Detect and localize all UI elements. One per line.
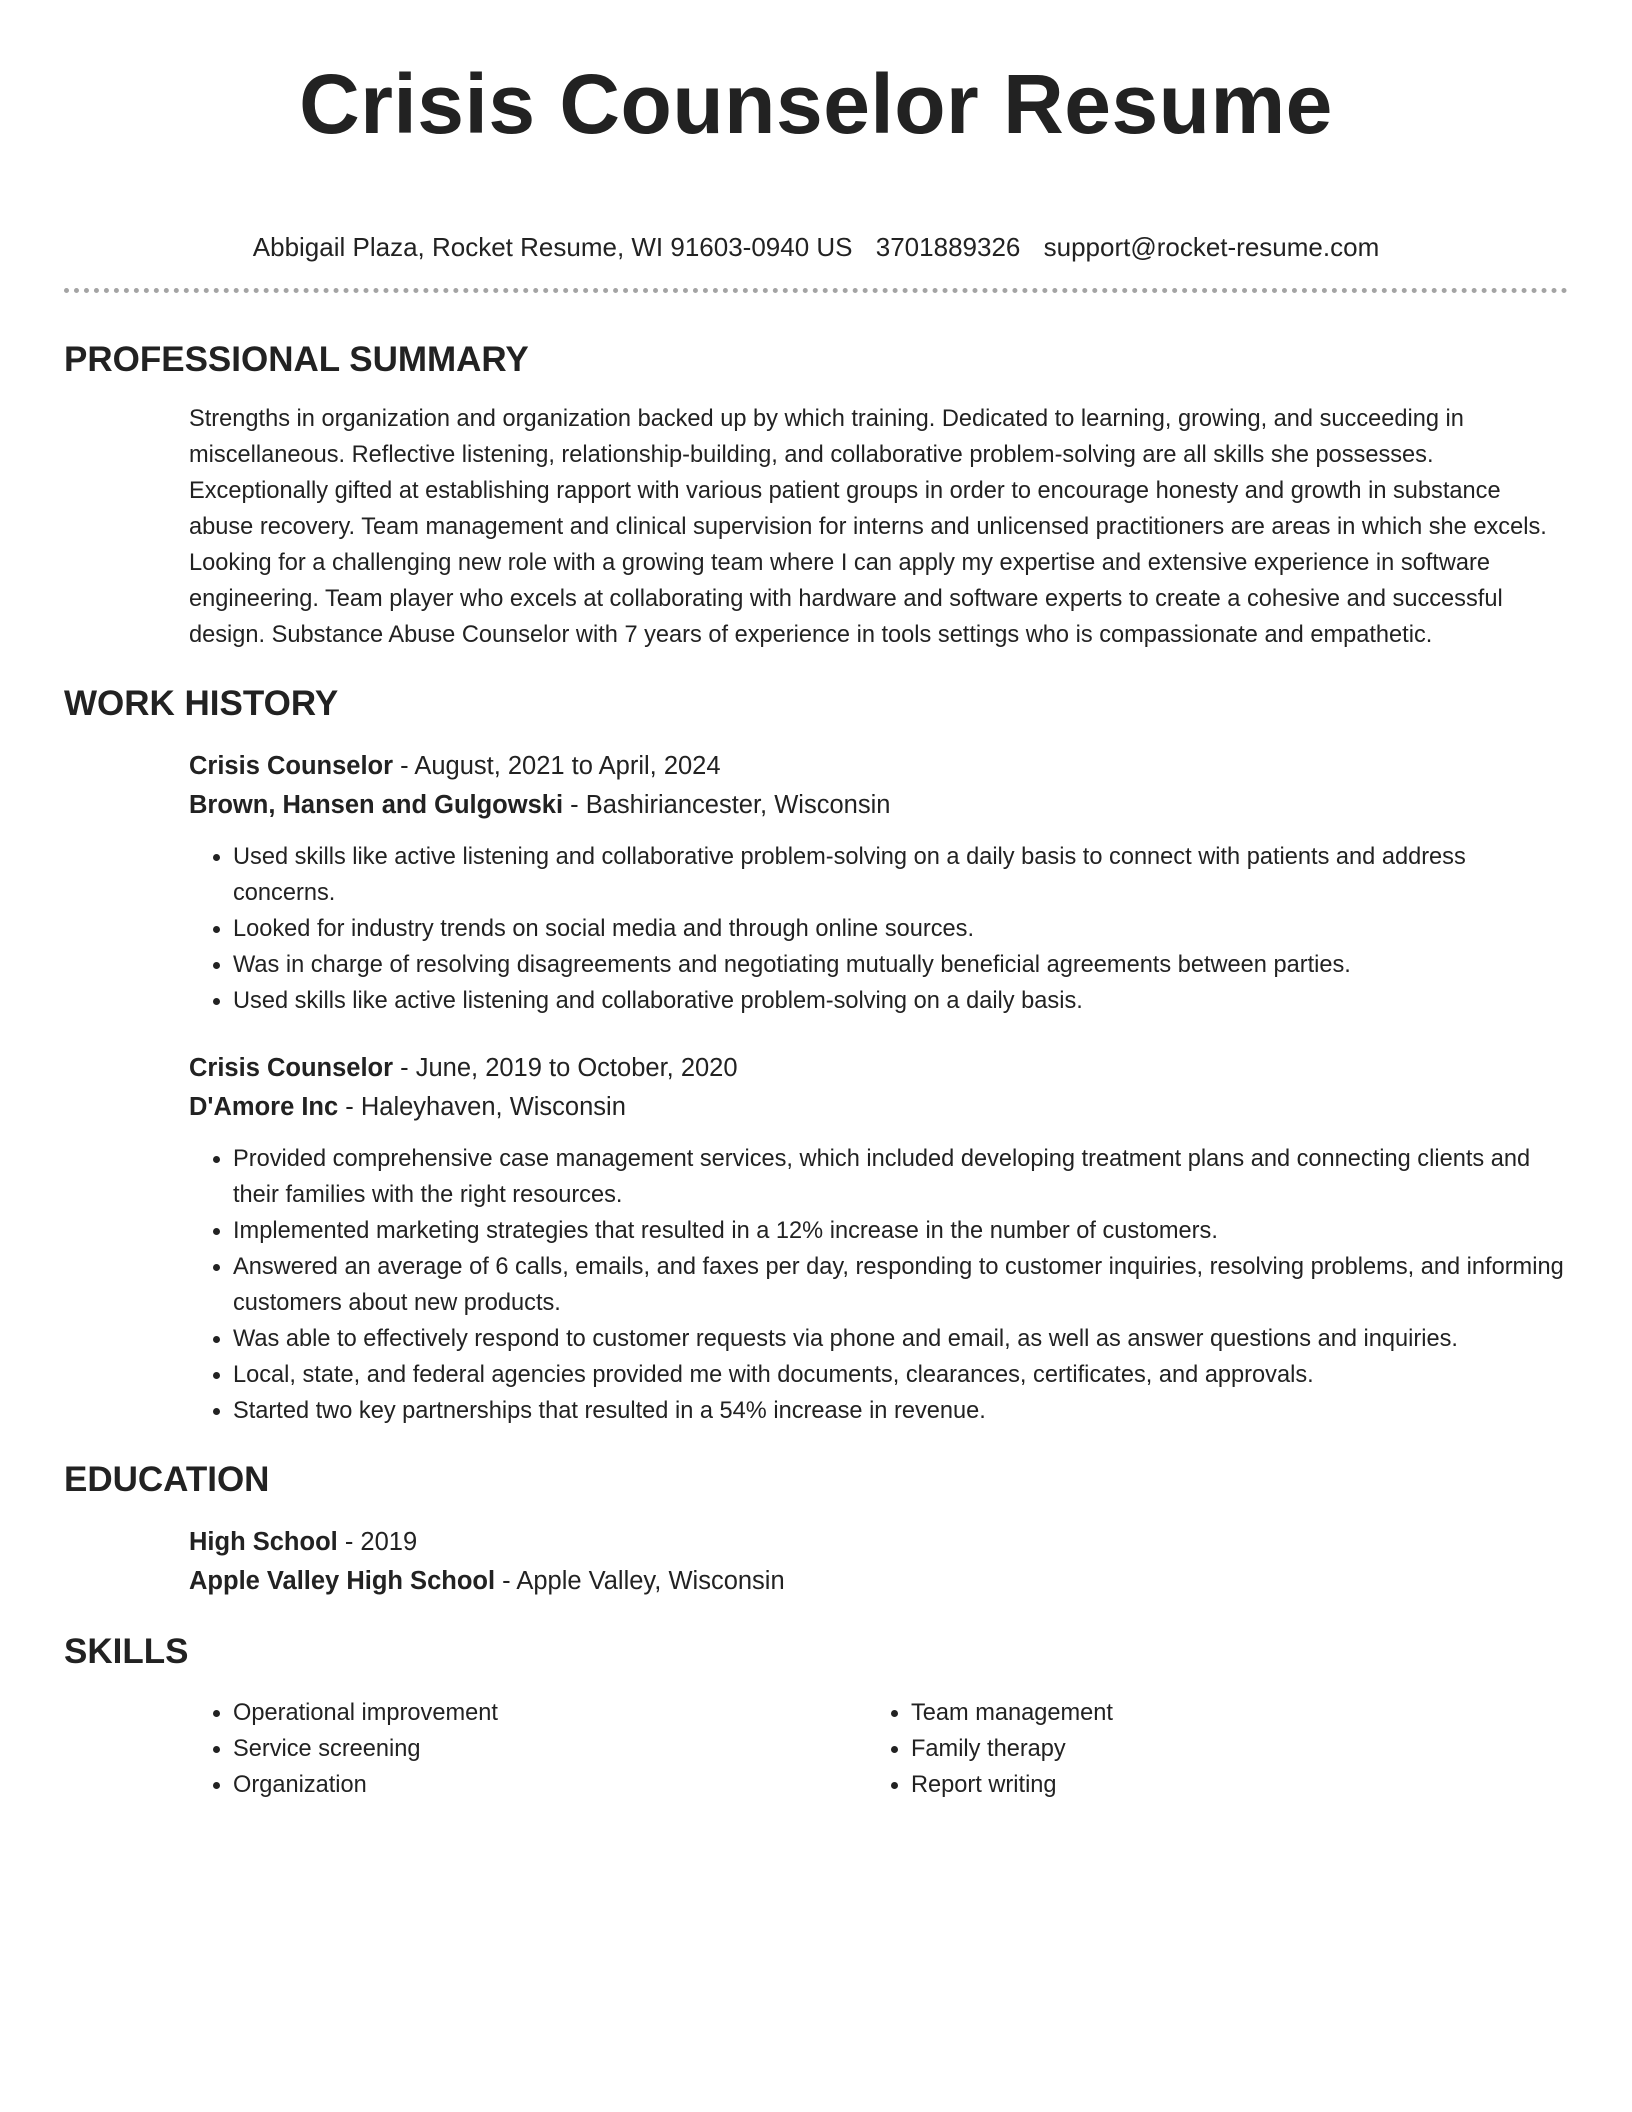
education-location: - Apple Valley, Wisconsin	[495, 1567, 785, 1595]
skills-list	[189, 1695, 867, 1803]
job-location: - Bashiriancester, Wisconsin	[563, 791, 891, 819]
job-bullet: • Used skills like active listening and collaborative problem-solving on a daily basis.	[233, 983, 1568, 1019]
summary-text: Strengths in organization and organization backed up by which training. Dedicated to learning, growing, and succeeding in miscellaneous. Reflective listening, relationship-building, and collaborative problem-solving are all skills she possesses. Exceptionally gifted at establishing rapport with various patient groups in order to encourage honesty and growth in substance abuse recovery. Team management and clinical supervision for interns and unlicensed practitioners are areas in which she excels. Looking for a challenging new role with a growing team where I can apply my expertise and extensive experience in software engineering. Team player who excels at collaborating with hardware and software experts to create a cohesive and successful design. Substance Abuse Counselor with 7 years of experience in tools settings who is compassionate and empathetic.	[189, 406, 1547, 648]
job-title-line	[189, 1049, 1568, 1088]
contact-phone: 3701889326	[875, 232, 1021, 262]
skill-item: • Operational improvement	[233, 1695, 867, 1731]
skills-column-right	[867, 1695, 1545, 1803]
education-year: - 2019	[337, 1528, 418, 1556]
job-title: Crisis Counselor	[189, 752, 394, 780]
skills-section	[64, 1631, 1568, 1803]
job-dates: - June, 2019 to October, 2020	[393, 1054, 738, 1082]
job-company-line	[189, 1088, 1568, 1127]
skill-item: • Family therapy	[911, 1731, 1545, 1767]
work-history-body	[189, 747, 1568, 1429]
job-bullet: • Looked for industry trends on social media and through online sources.	[233, 911, 1568, 947]
job-bullet: • Started two key partnerships that resulted in a 54% increase in revenue.	[233, 1393, 1568, 1429]
job-bullet: • Used skills like active listening and collaborative problem-solving on a daily basis to connect with patients and address concerns.	[233, 839, 1568, 911]
education-section	[64, 1459, 1568, 1601]
contact-line	[64, 230, 1568, 264]
education-body	[189, 1523, 1568, 1601]
contact-email: support@rocket-resume.com	[1043, 232, 1380, 262]
skill-item: • Organization	[233, 1767, 867, 1803]
work-history-section	[64, 683, 1568, 1429]
skill-item: • Team management	[911, 1695, 1545, 1731]
job-bullet: • Local, state, and federal agencies provided me with documents, clearances, certificates, and approvals.	[233, 1357, 1568, 1393]
job-bullet: • Answered an average of 6 calls, emails, and faxes per day, responding to customer inquiries, resolving problems, and informing customers about new products.	[233, 1249, 1568, 1321]
contact-address: Abbigail Plaza, Rocket Resume, WI 91603-0940 US	[252, 232, 853, 262]
job-entry	[189, 747, 1568, 1019]
job-company: D'Amore Inc	[189, 1093, 339, 1121]
summary-body	[189, 401, 1568, 653]
job-title-line	[189, 747, 1568, 786]
skills-body	[189, 1695, 1568, 1803]
job-company: Brown, Hansen and Gulgowski	[189, 791, 564, 819]
resume-title: Crisis Counselor Resume	[299, 57, 1333, 151]
education-degree-line	[189, 1523, 1568, 1562]
education-school-line	[189, 1562, 1568, 1601]
header-divider	[64, 288, 1568, 293]
job-bullet: • Implemented marketing strategies that resulted in a 12% increase in the number of customers.	[233, 1213, 1568, 1249]
summary-section	[64, 339, 1568, 653]
job-bullets	[189, 1141, 1568, 1429]
job-company-line	[189, 786, 1568, 825]
skill-item: • Report writing	[911, 1767, 1545, 1803]
job-entry	[189, 1049, 1568, 1429]
education-heading: EDUCATION	[64, 1460, 270, 1499]
job-bullets	[189, 839, 1568, 1019]
skills-list	[867, 1695, 1545, 1803]
resume-header	[64, 0, 1568, 264]
skills-heading: SKILLS	[64, 1632, 189, 1671]
job-bullet: • Was able to effectively respond to customer requests via phone and email, as well as answer questions and inquiries.	[233, 1321, 1568, 1357]
summary-heading: PROFESSIONAL SUMMARY	[64, 340, 529, 379]
job-title: Crisis Counselor	[189, 1054, 394, 1082]
education-degree: High School	[189, 1528, 338, 1556]
job-bullet: • Was in charge of resolving disagreements and negotiating mutually beneficial agreements between parties.	[233, 947, 1568, 983]
education-school: Apple Valley High School	[189, 1567, 496, 1595]
skills-column-left	[189, 1695, 867, 1803]
job-location: - Haleyhaven, Wisconsin	[338, 1093, 626, 1121]
skill-item: • Service screening	[233, 1731, 867, 1767]
work-history-heading: WORK HISTORY	[64, 684, 339, 723]
job-dates: - August, 2021 to April, 2024	[393, 752, 721, 780]
job-bullet: • Provided comprehensive case management services, which included developing treatment plans and connecting clients and their families with the right resources.	[233, 1141, 1568, 1213]
